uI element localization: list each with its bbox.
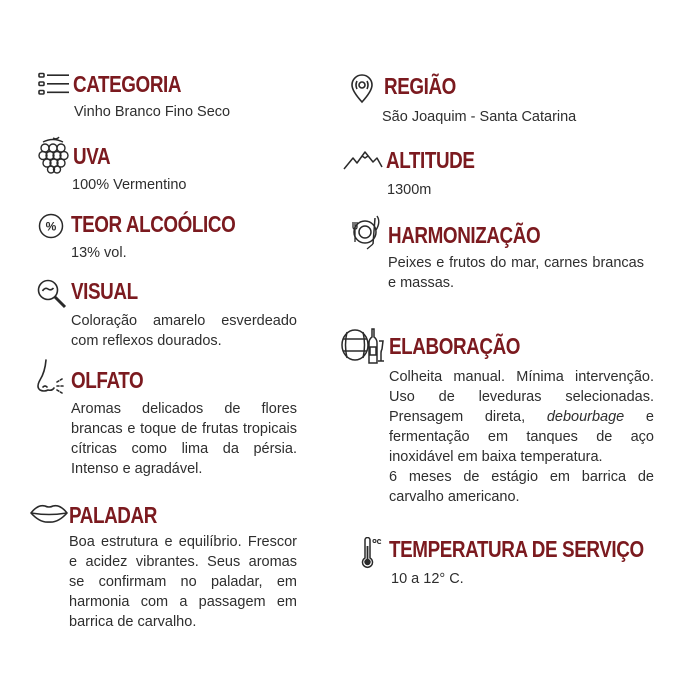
section-title: PALADAR bbox=[69, 502, 157, 528]
section-text: São Joaquim - Santa Catarina bbox=[382, 109, 577, 125]
magnifier-icon bbox=[36, 278, 68, 310]
section-title: OLFATO bbox=[71, 367, 144, 393]
section-text: Aromas delicados de flores brancas e toque de frutas tropicais cítricas como lima da pérsia. Intenso e agradável. bbox=[71, 401, 297, 477]
section-text: Boa estrutura e equilíbrio. Frescor e acidez vibrantes. Seus aromas se confirmam no paladar, em harmonia com a passagem em barrica de carvalho. bbox=[69, 534, 297, 630]
section-title: VISUAL bbox=[71, 278, 138, 304]
section-title: TEMPERATURA DE SERVIÇO bbox=[389, 536, 644, 562]
section-title: TEOR ALCOÓLICO bbox=[71, 211, 236, 237]
nose-icon bbox=[34, 358, 68, 394]
section-title: REGIÃO bbox=[384, 73, 456, 99]
section-title: UVA bbox=[73, 143, 111, 169]
svg-text:%: % bbox=[45, 219, 57, 234]
section-text: Peixes e frutos do mar, carnes brancas e massas. bbox=[388, 255, 644, 291]
grape-icon bbox=[37, 136, 69, 174]
plate-cutlery-icon bbox=[351, 214, 383, 250]
list-icon bbox=[38, 72, 70, 96]
section-title: ALTITUDE bbox=[386, 147, 475, 173]
elaboracao-paragraph-1: Colheita manual. Mínima intervenção. Uso de leveduras selecionadas. Prensagem direta, debourbage e fermentação em tanques de aço inoxidável em baixa temperatura. bbox=[389, 369, 654, 465]
section-text: 100% Vermentino bbox=[72, 177, 187, 193]
section-text: Vinho Branco Fino Seco bbox=[74, 104, 231, 120]
section-title: ELABORAÇÃO bbox=[389, 333, 521, 359]
section-title: CATEGORIA bbox=[73, 71, 182, 97]
thermometer-icon bbox=[360, 537, 382, 569]
barrel-bottle-icon bbox=[341, 325, 385, 365]
section-text bbox=[389, 367, 654, 507]
section-text: 10 a 12° C. bbox=[391, 571, 464, 587]
section-title: HARMONIZAÇÃO bbox=[388, 222, 541, 248]
section-text: 13% vol. bbox=[71, 245, 127, 261]
elaboracao-paragraph-2: 6 meses de estágio em barrica de carvalho americano. bbox=[389, 469, 654, 505]
percent-icon bbox=[38, 213, 64, 239]
location-pin-icon bbox=[349, 74, 375, 104]
mountain-icon bbox=[343, 149, 383, 171]
section-text: 1300m bbox=[387, 182, 432, 198]
section-text: Coloração amarelo esverdeado com reflexos dourados. bbox=[71, 313, 297, 349]
lips-icon bbox=[30, 502, 68, 524]
